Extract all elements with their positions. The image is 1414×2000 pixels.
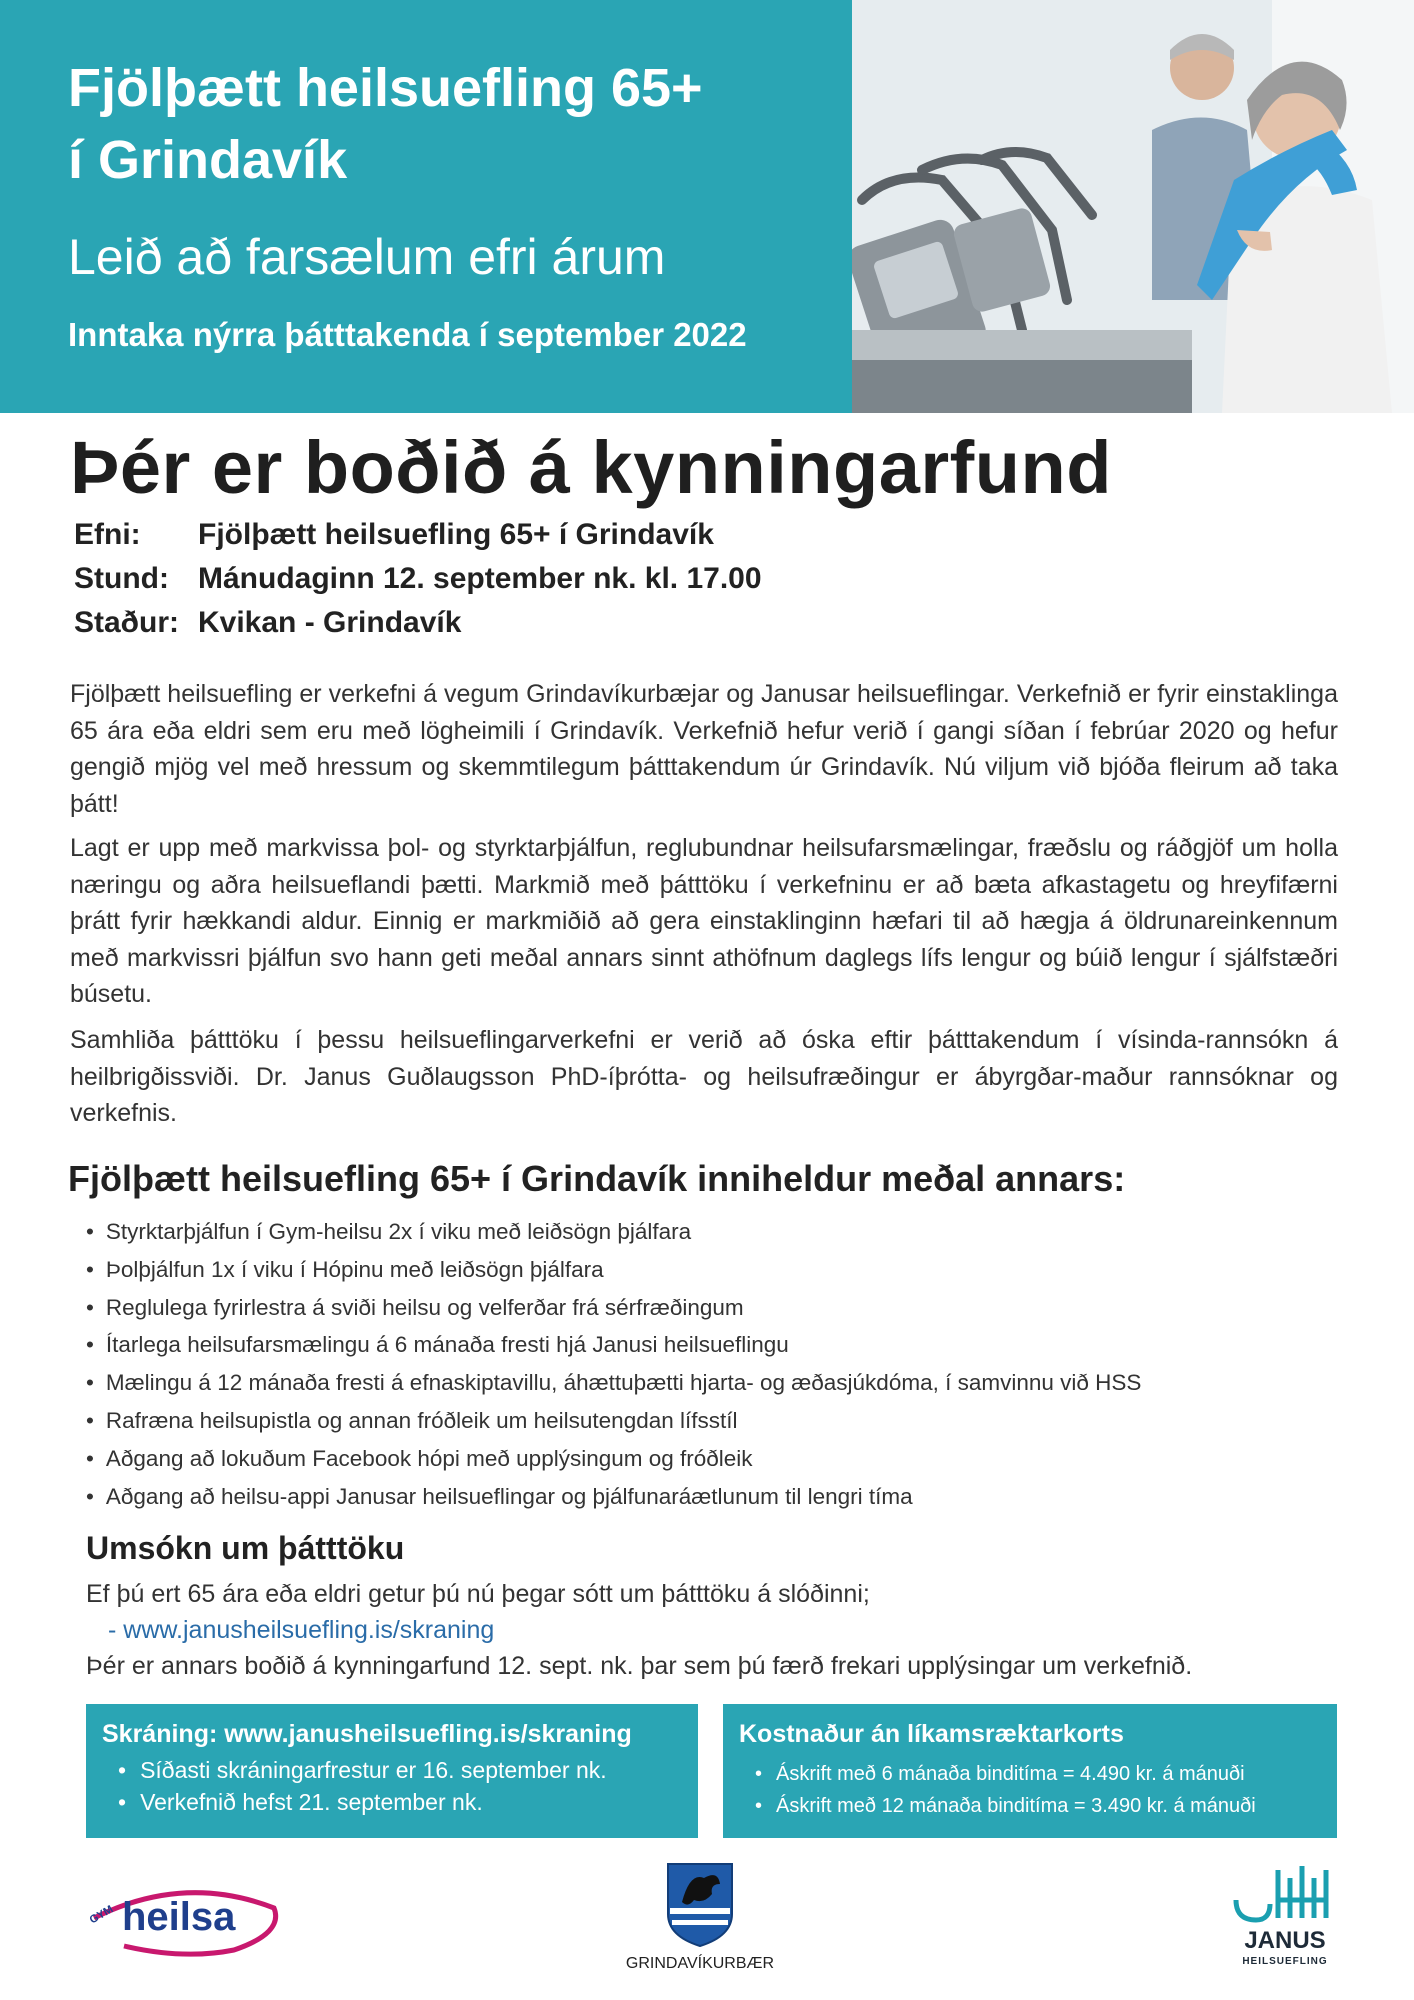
info-row-place [74,606,762,650]
cost-box [723,1704,1337,1838]
info-label: Efni: [74,518,141,551]
list-item: • Þolþjálfun 1x í viku í Hópinu með leiðsögn þjálfara [86,1251,1141,1289]
list-item: • Aðgang að heilsu-appi Janusar heilsueflingar og þjálfunaráætlunum til lengri tíma [86,1478,1141,1516]
header-intake: Inntaka nýrra þátttakenda í september 2022 [68,316,747,353]
list-item: • Reglulega fyrirlestra á sviði heilsu og velferðar frá sérfræðingum [86,1289,1141,1327]
info-label: Staður: [74,606,179,639]
list-item: • Síðasti skráningarfrestur er 16. september nk. [118,1754,607,1786]
apply-title: Umsókn um þátttöku [86,1530,405,1566]
cost-box-list [755,1758,1256,1822]
header-title-line1: Fjölþætt heilsuefling 65+ [68,58,703,118]
registration-link[interactable]: - www.janusheilsuefling.is/skraning [108,1616,495,1644]
shield-icon [668,1864,732,1946]
janus-logo [1230,1860,1340,1972]
header-title [68,52,703,196]
cost-box-title: Kostnaður án líkamsræktarkorts [739,1720,1124,1748]
grindavik-text: GRINDAVÍKURBÆR [625,1955,775,1972]
registration-box-list [118,1754,607,1818]
info-label: Stund: [74,562,169,595]
list-item: • Mælingu á 12 mánaða fresti á efnaskiptavillu, áhættuþætti hjarta- og æðasjúkdóma, í samvinnu við HSS [86,1364,1141,1402]
header-title-line2: í Grindavík [68,130,348,190]
gym-text: GYM [87,1903,116,1927]
header-banner [0,0,852,413]
info-value: Fjölþætt heilsuefling 65+ í Grindavík [198,518,714,551]
janus-text: JANUS [1244,1927,1326,1954]
registration-box-title: Skráning: www.janusheilsuefling.is/skraning [102,1720,632,1748]
list-item: • Ítarlega heilsufarsmælingu á 6 mánaða fresti hjá Janusi heilsueflingu [86,1326,1141,1364]
list-item: • Styrktarþjálfun í Gym-heilsu 2x í viku með leiðsögn þjálfara [86,1213,1141,1251]
hero-photo [852,0,1414,413]
grindavik-logo [600,1862,800,1974]
contains-title: Fjölþætt heilsuefling 65+ í Grindavík inniheldur meðal annars: [68,1158,1126,1199]
apply-note: Þér er annars boðið á kynningarfund 12. sept. nk. þar sem þú færð frekari upplýsingar um verkefnið. [86,1652,1193,1680]
meeting-info [74,518,762,650]
info-value: Mánudaginn 12. september nk. kl. 17.00 [198,562,762,595]
paragraph-research: Samhliða þátttöku í þessu heilsueflingarverkefni er verið að óska eftir þátttakendum í vísinda-rannsókn á heilbrigðissviði. Dr. Janus Guðlaugsson PhD-íþrótta- og heilsufræðingur er ábyrgðar-maður rannsóknar og verkefnis. [70,1026,1338,1127]
contains-list [86,1213,1141,1515]
heilsa-text: heilsa [122,1895,236,1939]
info-value: Kvikan - Grindavík [198,606,462,639]
paragraph-goals: Lagt er upp með markvissa þol- og styrktarþjálfun, reglubundnar heilsufarsmælingar, fræðslu og ráðgjöf um holla næringu og aðra heilsueflandi þætti. Markmið með þátttöku í verkefninu er að bæta afkastagetu og hreyfifærni þrátt fyrir hækkandi aldur. Einnig er markmiðið að gera einstaklinginn hæfari til að hægja á öldrunareinkennum með markvissri þjálfun svo hann geti meðal annars sinnt athöfnum daglegs lífs lengur og búið lengur í sjálfstæðri búsetu. [70,834,1338,1008]
list-item: • Áskrift með 6 mánaða binditíma = 4.490 kr. á mánuði [755,1758,1256,1790]
registration-box [86,1704,698,1838]
info-row-time [74,562,762,606]
list-item: • Rafræna heilsupistla og annan fróðleik um heilsutengdan lífsstíl [86,1402,1141,1440]
treadmill-photo-illustration [852,0,1414,413]
gym-heilsa-logo [84,1878,284,1958]
paragraph-intro: Fjölþætt heilsuefling er verkefni á vegum Grindavíkurbæjar og Janusar heilsueflingar. Verkefnið er fyrir einstaklinga 65 ára eða eldri sem eru með lögheimili í Grindavík. Verkefnið hefur verið í gangi síðan í febrúar 2020 og hefur gengið mjög vel með hressum og skemmtilegum þátttakendum úr Grindavík. Nú viljum við bjóða fleirum að taka þátt! [70,680,1338,818]
invite-heading: Þér er boðið á kynningarfund [70,426,1112,509]
apply-text: Ef þú ert 65 ára eða eldri getur þú nú þegar sótt um þátttöku á slóðinni; [86,1580,870,1608]
list-item: • Aðgang að lokuðum Facebook hópi með upplýsingum og fróðleik [86,1440,1141,1478]
info-row-topic [74,518,762,562]
janus-sub-text: HEILSUEFLING [1242,1956,1328,1967]
list-item: • Verkefnið hefst 21. september nk. [118,1786,607,1818]
header-subtitle: Leið að farsælum efri árum [68,229,666,285]
list-item: • Áskrift með 12 mánaða binditíma = 3.490 kr. á mánuði [755,1790,1256,1822]
